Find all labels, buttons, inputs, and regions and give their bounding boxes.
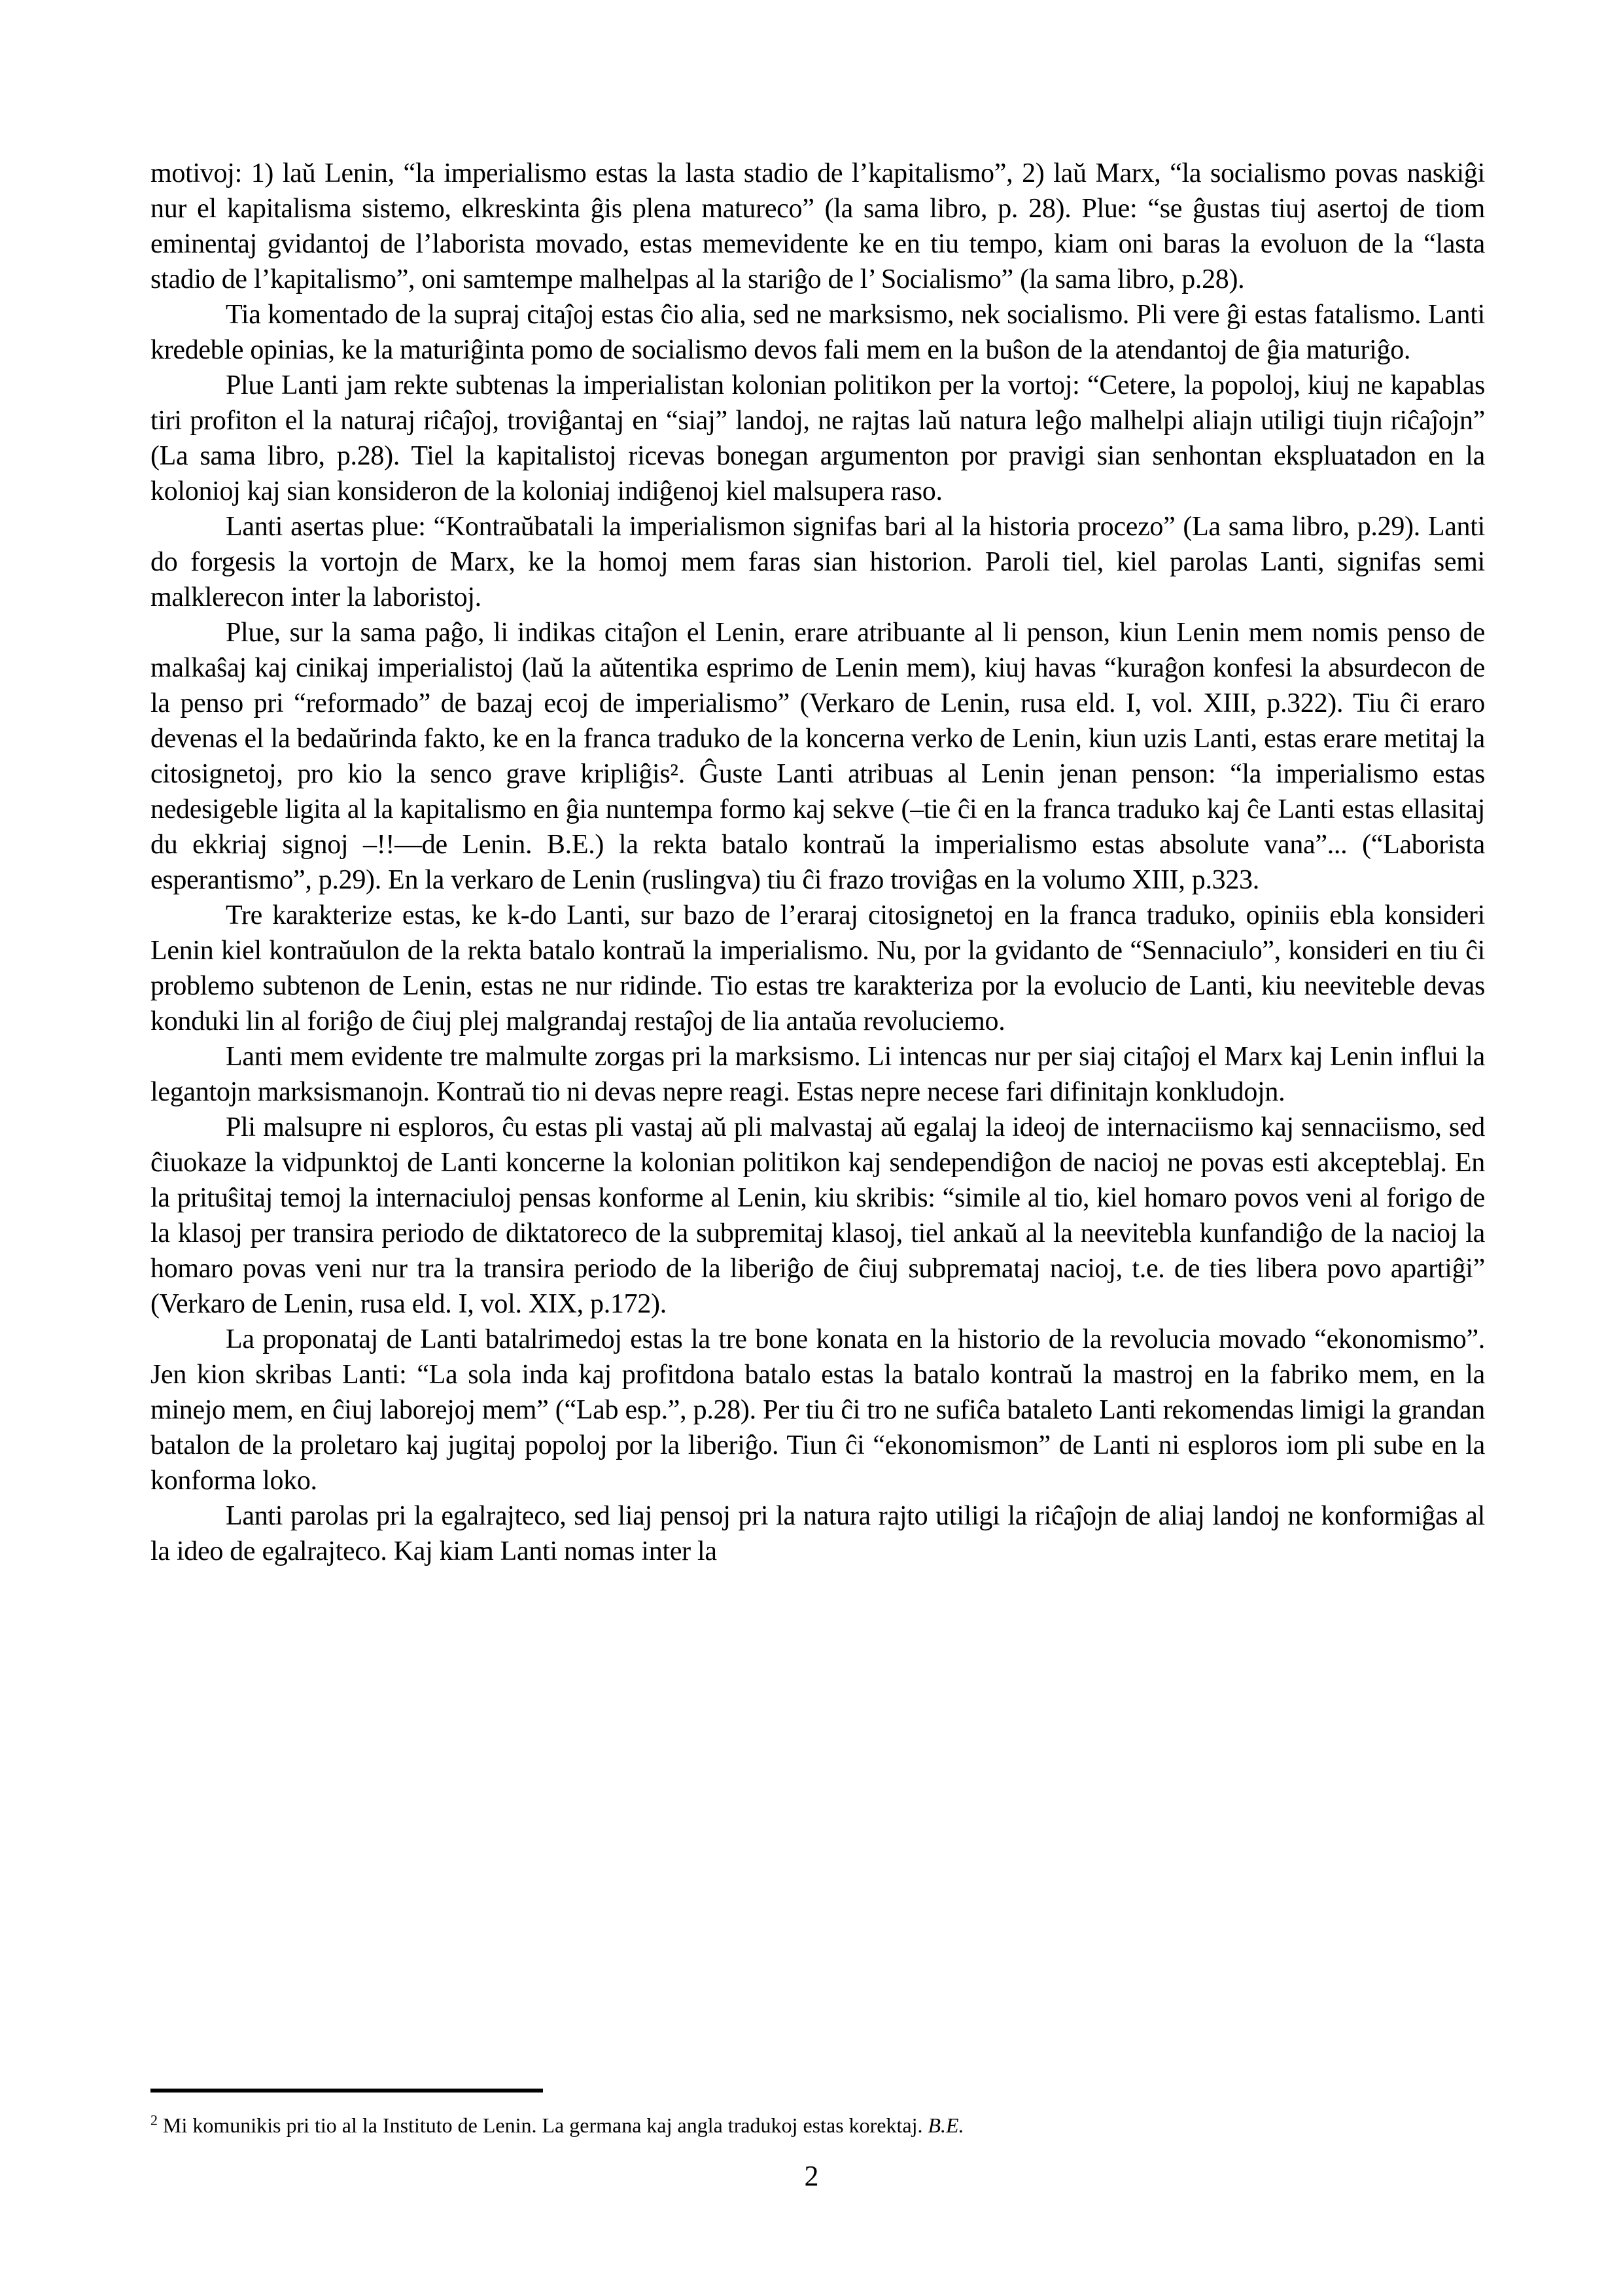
paragraph: Lanti asertas plue: “Kontraŭbatali la imperialismon signifas bari al la historia procezo” (La sama libro, p.29). Lanti do forgesis la vortojn de Marx, ke la homoj mem faras sian historion. Paroli tiel, kiel parolas Lanti, signifas semi malklerecon inter la laboristoj. — [150, 512, 1485, 612]
page-number: 2 — [804, 2160, 819, 2192]
paragraph: Plue, sur la sama paĝo, li indikas citaĵon el Lenin, erare atribuante al li penson, kiun Lenin mem nomis penso de malkaŝaj kaj cinikaj imperialistoj (laŭ la aŭtentika esprimo de Lenin mem), kiuj havas “kuraĝon konfesi la absurdecon de la penso pri “reformado” de bazaj ecoj de imperialismo” (Verkaro de Lenin, rusa eld. I, vol. XIII, p.322). Tiu ĉi eraro devenas el la bedaŭrinda fakto, ke en la franca traduko de la koncerna verko de Lenin, kiun uzis Lanti, estas erare metitaj la citosignetoj, pro kio la senco grave kripliĝis². Ĝuste Lanti atribuas al Lenin jenan penson: “la imperialismo estas nedesigeble ligita al la kapitalismo en ĝia nuntempa formo kaj sekve (–tie ĉi en la franca traduko kaj ĉe Lanti estas ellasitaj du ekkriaj signoj –!!—de Lenin. B.E.) la rekta batalo kontraŭ la imperialismo estas absolute vana”... (“Laborista esperantismo”, p.29). En la verkaro de Lenin (ruslingva) tiu ĉi frazo troviĝas en la volumo XIII, p.323. — [150, 618, 1485, 895]
footnote-separator-rule — [150, 2089, 543, 2093]
footnote-area — [150, 2089, 1482, 2138]
footnote-text: Mi komunikis pri tio al la Instituto de Lenin. La germana kaj angla tradukoj estas korektaj. — [163, 2113, 923, 2137]
paragraph: Tre karakterize estas, ke k-do Lanti, sur bazo de l’eraraj citosignetoj en la franca traduko, opiniis ebla konsideri Lenin kiel kontraŭulon de la rekta batalo kontraŭ la imperialismo. Nu, por la gvidanto de “Sennaciulo”, konsideri en tiu ĉi problemo subtenon de Lenin, estas ne nur ridinde. Tio estas tre karakteriza por la evolucio de Lanti, kiu neeviteble devas konduki lin al foriĝo de ĉiuj plej malgrandaj restaĵoj de lia antaŭa revoluciemo. — [150, 900, 1485, 1036]
footnote — [150, 2112, 1482, 2138]
text-body — [150, 156, 1485, 1569]
paragraph: Tia komentado de la supraj citaĵoj estas ĉio alia, sed ne marksismo, nek socialismo. Pli vere ĝi estas fatalismo. Lanti kredeble opinias, ke la maturiĝinta pomo de socialismo devos fali mem en la buŝon de la atendantoj de ĝia maturiĝo. — [150, 300, 1485, 365]
paragraph: motivoj: 1) laŭ Lenin, “la imperialismo estas la lasta stadio de l’kapitalismo”, 2) laŭ Marx, “la socialismo povas naskiĝi nur el kapitalisma sistemo, elkreskinta ĝis plena matureco” (la sama libro, p. 28). Plue: “se ĝustas tiuj asertoj de tiom eminentaj gvidantoj de l’laborista movado, estas memevidente ke en tiu tempo, kiam oni baras la evoluon de la “lasta stadio de l’kapitalismo”, oni samtempe malhelpas al la stariĝo de l’ Socialismo” (la sama libro, p.28). — [150, 158, 1485, 294]
footnote-marker: 2 — [150, 2111, 158, 2128]
paragraph: La proponataj de Lanti batalrimedoj estas la tre bone konata en la historio de la revolucia movado “ekonomismo”. Jen kion skribas Lanti: “La sola inda kaj profitdona batalo estas la batalo kontraŭ la mastroj en la fabriko mem, en la minejo mem, en ĉiuj laborejoj mem” (“Lab esp.”, p.28). Per tiu ĉi tro ne sufiĉa bataleto Lanti rekomendas limigi la grandan batalon de la proletaro kaj jugitaj popoloj por la liberiĝo. Tiun ĉi “ekonomismon” de Lanti ni esploros iom pli sube en la konforma loko. — [150, 1324, 1485, 1496]
paragraph: Plue Lanti jam rekte subtenas la imperialistan kolonian politikon per la vortoj: “Cetere, la popoloj, kiuj ne kapablas tiri profiton el la naturaj riĉaĵoj, troviĝantaj en “siaj” landoj, ne rajtas laŭ natura leĝo malhelpi aliajn utiligi tiujn riĉaĵojn” (La sama libro, p.28). Tiel la kapitalistoj ricevas bonegan argumenton por pravigi sian senhontan ekspluatadon en la kolonioj kaj sian konsideron de la koloniaj indiĝenoj kiel malsupera raso. — [150, 370, 1485, 506]
paragraph: Lanti mem evidente tre malmulte zorgas pri la marksismo. Li intencas nur per siaj citaĵoj el Marx kaj Lenin influi la legantojn marksismanojn. Kontraŭ tio ni devas nepre reagi. Estas nepre necese fari difinitajn konkludojn. — [150, 1042, 1485, 1107]
paragraph: Lanti parolas pri la egalrajteco, sed liaj pensoj pri la natura rajto utiligi la riĉaĵojn de aliaj landoj ne konformiĝas al la ideo de egalrajteco. Kaj kiam Lanti nomas inter la — [150, 1501, 1485, 1566]
footnote-attribution: B.E. — [928, 2113, 964, 2137]
paragraph: Pli malsupre ni esploros, ĉu estas pli vastaj aŭ pli malvastaj aŭ egalaj la ideoj de internaciismo kaj sennaciismo, sed ĉiuokaze la vidpunktoj de Lanti koncerne la kolonian politikon kaj sendependiĝon de nacioj ne povas esti akcepteblaj. En la prituŝitaj temoj la internaciuloj pensas konforme al Lenin, kiu skribis: “simile al tio, kiel homaro povos veni al forigo de la klasoj per transira periodo de diktatoreco de la subpremitaj klasoj, tiel ankaŭ al la neevitebla kunfandiĝo de la nacioj la homaro povas veni nur tra la transira periodo de la liberiĝo de ĉiuj subpremataj nacioj, t.e. de ties libera povo apartiĝi” (Verkaro de Lenin, rusa eld. I, vol. XIX, p.172). — [150, 1112, 1485, 1319]
